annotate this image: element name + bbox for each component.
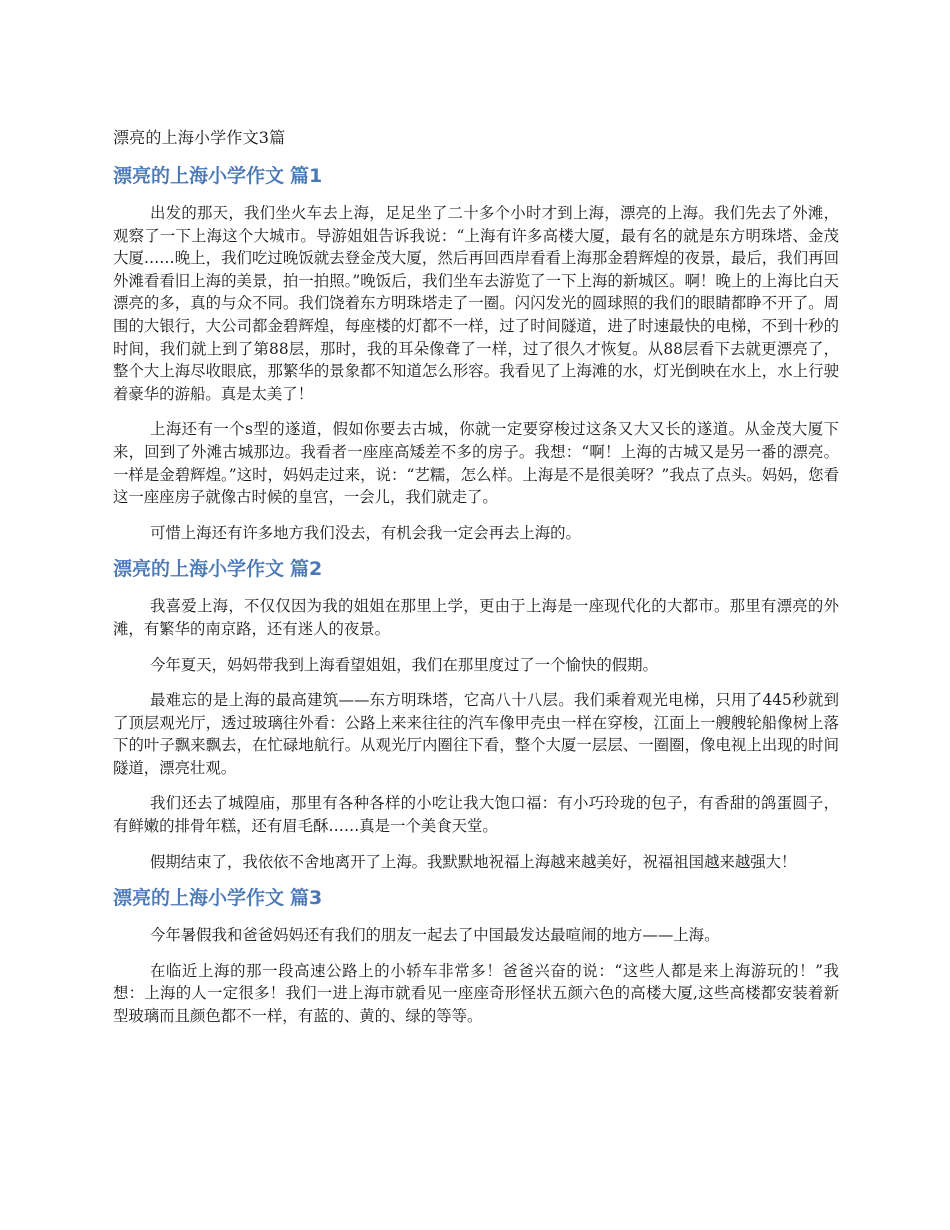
section-heading-text: 漂亮的上海小学作文 bbox=[113, 887, 285, 910]
document-page bbox=[113, 126, 839, 1041]
section-heading-text: 漂亮的上海小学作文 bbox=[113, 558, 285, 581]
section-number: 篇3 bbox=[290, 887, 323, 910]
paragraph: 假期结束了，我依依不舍地离开了上海。我默默地祝福上海越来越美好，祝福祖国越来越强大！ bbox=[150, 852, 797, 871]
essay-section-1 bbox=[113, 164, 839, 544]
essay-section-3 bbox=[113, 886, 839, 1027]
section-number: 篇1 bbox=[290, 165, 323, 187]
section-heading-text: 漂亮的上海小学作文 bbox=[113, 165, 285, 187]
paragraph: 在临近上海的那一段高速公路上的小轿车非常多！爸爸兴奋的说：“这些人都是来上海游玩的！”我想：上海的人一定很多！我们一进上海市就看见一座座奇形怪状五颜六色的高楼大厦,这些高楼都安装着新型玻璃而且颜色都不一样，有蓝的、黄的、绿的等等。 bbox=[113, 961, 839, 1026]
section-number: 篇2 bbox=[290, 558, 323, 581]
paragraph: 上海还有一个s型的遂道，假如你要去古城，你就一定要穿梭过这条又大又长的遂道。从金茂大厦下来，回到了外滩古城那边。我看者一座座高矮差不多的房子。我想：“啊！上海的古城又是另一番的漂亮。一样是金碧辉煌。”这时，妈妈走过来，说：“艺糯，怎么样。上海是不是很美呀？”我点了点头。妈妈，您看这一座座房子就像古时候的皇宫，一会儿，我们就走了。 bbox=[113, 420, 839, 507]
paragraph: 出发的那天，我们坐火车去上海，足足坐了二十多个小时才到上海，漂亮的上海。我们先去了外滩，观察了一下上海这个大城市。导游姐姐告诉我说：“上海有许多高楼大厦，最有名的就是东方明珠塔、金茂大厦……晚上，我们吃过晚饭就去登金茂大厦，然后再回西岸看看上海那金碧辉煌的夜景，最后，我们再回外滩看看旧上海的美景，拍一拍照。”晚饭后，我们坐车去游览了一下上海的新城区。啊！晚上的上海比白天漂亮的多，真的与众不同。我们饶着东方明珠塔走了一圈。闪闪发光的圆球照的我们的眼睛都睁不开了。周围的大银行，大公司都金碧辉煌，每座楼的灯都不一样，过了时间隧道，进了时速最快的电梯，不到十秒的时间，我们就上到了第88层，那时，我的耳朵像聋了一样，过了很久才恢复。从88层看下去就更漂亮了，整个大上海尽收眼底，那繁华的景象都不知道怎么形容。我看见了上海滩的水，灯光倒映在水上，水上行驶着豪华的游船。真是太美了！ bbox=[113, 204, 839, 403]
section-heading bbox=[113, 886, 839, 910]
paragraph: 可惜上海还有许多地方我们没去，有机会我一定会再去上海的。 bbox=[150, 523, 581, 542]
section-heading bbox=[113, 557, 839, 581]
essay-section-2 bbox=[113, 557, 839, 873]
paragraph: 我们还去了城隍庙，那里有各种各样的小吃让我大饱口福：有小巧玲珑的包子，有香甜的鸽蛋圆子，有鲜嫩的排骨年糕，还有眉毛酥……真是一个美食天堂。 bbox=[113, 794, 839, 836]
paragraph: 我喜爱上海，不仅仅因为我的姐姐在那里上学，更由于上海是一座现代化的大都市。那里有漂亮的外滩，有繁华的南京路，还有迷人的夜景。 bbox=[113, 597, 839, 638]
document-title: 漂亮的上海小学作文3篇 bbox=[113, 128, 286, 147]
paragraph: 今年暑假我和爸爸妈妈还有我们的朋友一起去了中国最发达最喧闹的地方——上海。 bbox=[150, 926, 720, 945]
paragraph: 今年夏天，妈妈带我到上海看望姐姐，我们在那里度过了一个愉快的假期。 bbox=[150, 655, 658, 674]
paragraph: 最难忘的是上海的最高建筑——东方明珠塔，它高八十八层。我们乘着观光电梯，只用了445秒就到了顶层观光厅，透过玻璃往外看：公路上来来往往的汽车像甲壳虫一样在穿梭，江面上一艘艘轮船像树上落下的叶子飘来飘去，在忙碌地航行。从观光厅内圈往下看，整个大厦一层层、一圈圈，像电视上出现的时间隧道，漂亮壮观。 bbox=[113, 691, 839, 777]
section-heading bbox=[113, 164, 839, 188]
